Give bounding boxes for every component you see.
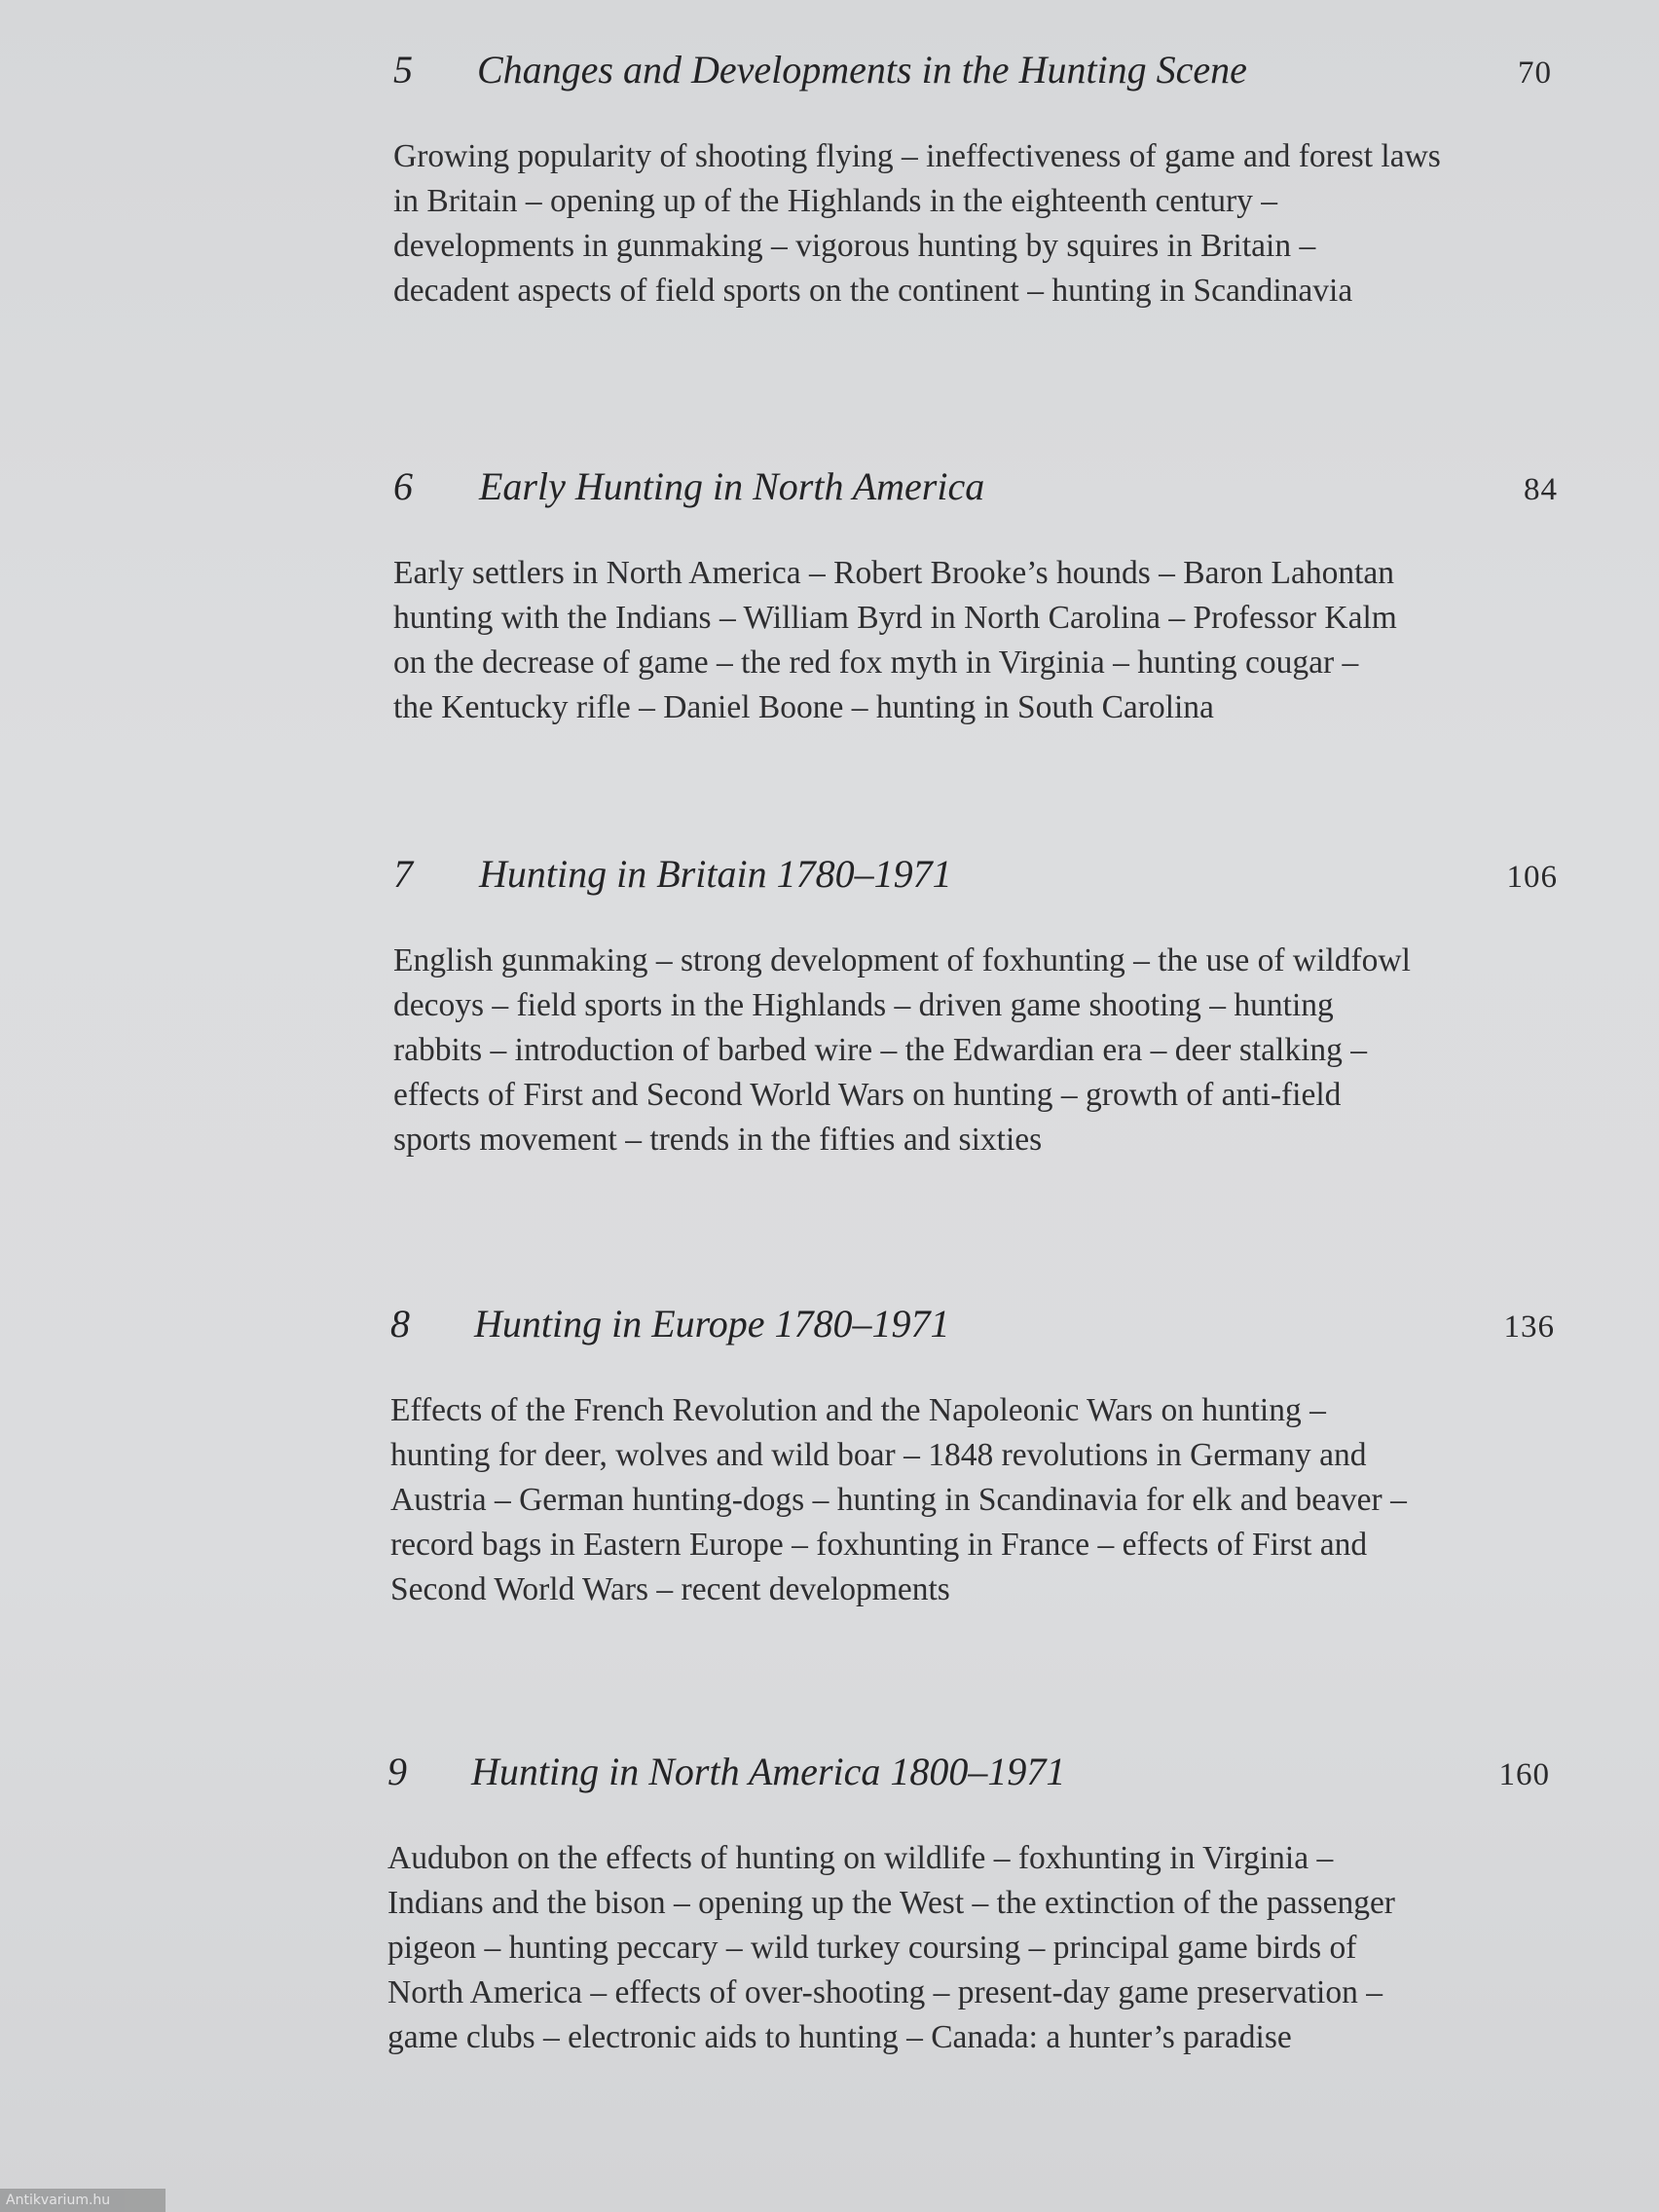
chapter-title: Hunting in North America 1800–1971 — [471, 1750, 1066, 1793]
summary-line: hunting for deer, wolves and wild boar – 1848 revolutions in Germany and — [390, 1437, 1367, 1473]
chapter-page-number: 160 — [1498, 1757, 1550, 1792]
chapter-8 — [390, 1301, 1559, 1612]
summary-line: on the decrease of game – the red fox myth in Virginia – hunting cougar – — [393, 645, 1359, 681]
summary-line: in Britain – opening up of the Highlands in the eighteenth century – — [393, 183, 1278, 219]
chapter-title: Hunting in Europe 1780–1971 — [474, 1302, 950, 1346]
chapter-heading — [393, 47, 1562, 115]
summary-line: developments in gunmaking – vigorous hunting by squires in Britain – — [393, 228, 1316, 264]
summary-line: North America – effects of over-shooting – present-day game preservation – — [387, 1974, 1382, 2010]
chapter-summary — [393, 134, 1562, 313]
chapter-number: 5 — [393, 48, 413, 92]
chapter-number: 6 — [393, 464, 413, 508]
summary-line: Early settlers in North America – Robert Brooke’s hounds – Baron Lahontan — [393, 555, 1395, 591]
chapter-heading — [390, 1301, 1559, 1369]
chapter-5 — [393, 47, 1562, 313]
summary-line: decoys – field sports in the Highlands – driven game shooting – hunting — [393, 987, 1334, 1023]
chapter-7 — [393, 851, 1562, 1162]
summary-line: decadent aspects of field sports on the continent – hunting in Scandinavia — [393, 273, 1353, 309]
summary-line: Growing popularity of shooting flying – ineffectiveness of game and forest laws — [393, 138, 1441, 174]
chapter-page-number: 106 — [1506, 860, 1558, 895]
summary-line: sports movement – trends in the fifties and sixties — [393, 1122, 1043, 1158]
summary-line: game clubs – electronic aids to hunting – Canada: a hunter’s paradise — [387, 2019, 1292, 2055]
chapter-6 — [393, 463, 1562, 730]
summary-line: Indians and the bison – opening up the West – the extinction of the passenger — [387, 1885, 1395, 1921]
chapter-page-number: 70 — [1518, 55, 1552, 91]
chapter-heading — [387, 1749, 1556, 1817]
summary-line: Audubon on the effects of hunting on wildlife – foxhunting in Virginia – — [387, 1840, 1334, 1876]
chapter-page-number: 136 — [1503, 1309, 1555, 1345]
summary-line: record bags in Eastern Europe – foxhunting in France – effects of First and — [390, 1527, 1368, 1563]
chapter-summary — [390, 1388, 1559, 1612]
watermark: Antikvarium.hu — [0, 2189, 166, 2212]
chapter-title: Changes and Developments in the Hunting Scene — [477, 48, 1247, 92]
summary-line: English gunmaking – strong development of foxhunting – the use of wildfowl — [393, 942, 1411, 978]
summary-line: pigeon – hunting peccary – wild turkey coursing – principal game birds of — [387, 1930, 1357, 1966]
summary-line: Austria – German hunting-dogs – hunting in Scandinavia for elk and beaver – — [390, 1482, 1407, 1518]
chapter-number: 9 — [387, 1750, 407, 1793]
chapter-page-number: 84 — [1524, 472, 1558, 507]
summary-line: Second World Wars – recent developments — [390, 1571, 950, 1607]
chapter-number: 7 — [393, 852, 413, 896]
summary-line: the Kentucky rifle – Daniel Boone – hunting in South Carolina — [393, 689, 1214, 725]
chapter-9 — [387, 1749, 1556, 2060]
summary-line: effects of First and Second World Wars on hunting – growth of anti-field — [393, 1077, 1342, 1113]
chapter-title: Early Hunting in North America — [479, 464, 985, 508]
chapter-summary — [393, 939, 1562, 1162]
summary-line: hunting with the Indians – William Byrd in North Carolina – Professor Kalm — [393, 600, 1397, 636]
chapter-summary — [393, 551, 1562, 730]
chapter-summary — [387, 1836, 1556, 2060]
chapter-number: 8 — [390, 1302, 410, 1346]
summary-line: rabbits – introduction of barbed wire – the Edwardian era – deer stalking – — [393, 1032, 1368, 1068]
summary-line: Effects of the French Revolution and the Napoleonic Wars on hunting – — [390, 1392, 1326, 1428]
chapter-heading — [393, 851, 1562, 919]
chapter-heading — [393, 463, 1562, 532]
chapter-title: Hunting in Britain 1780–1971 — [479, 852, 952, 896]
